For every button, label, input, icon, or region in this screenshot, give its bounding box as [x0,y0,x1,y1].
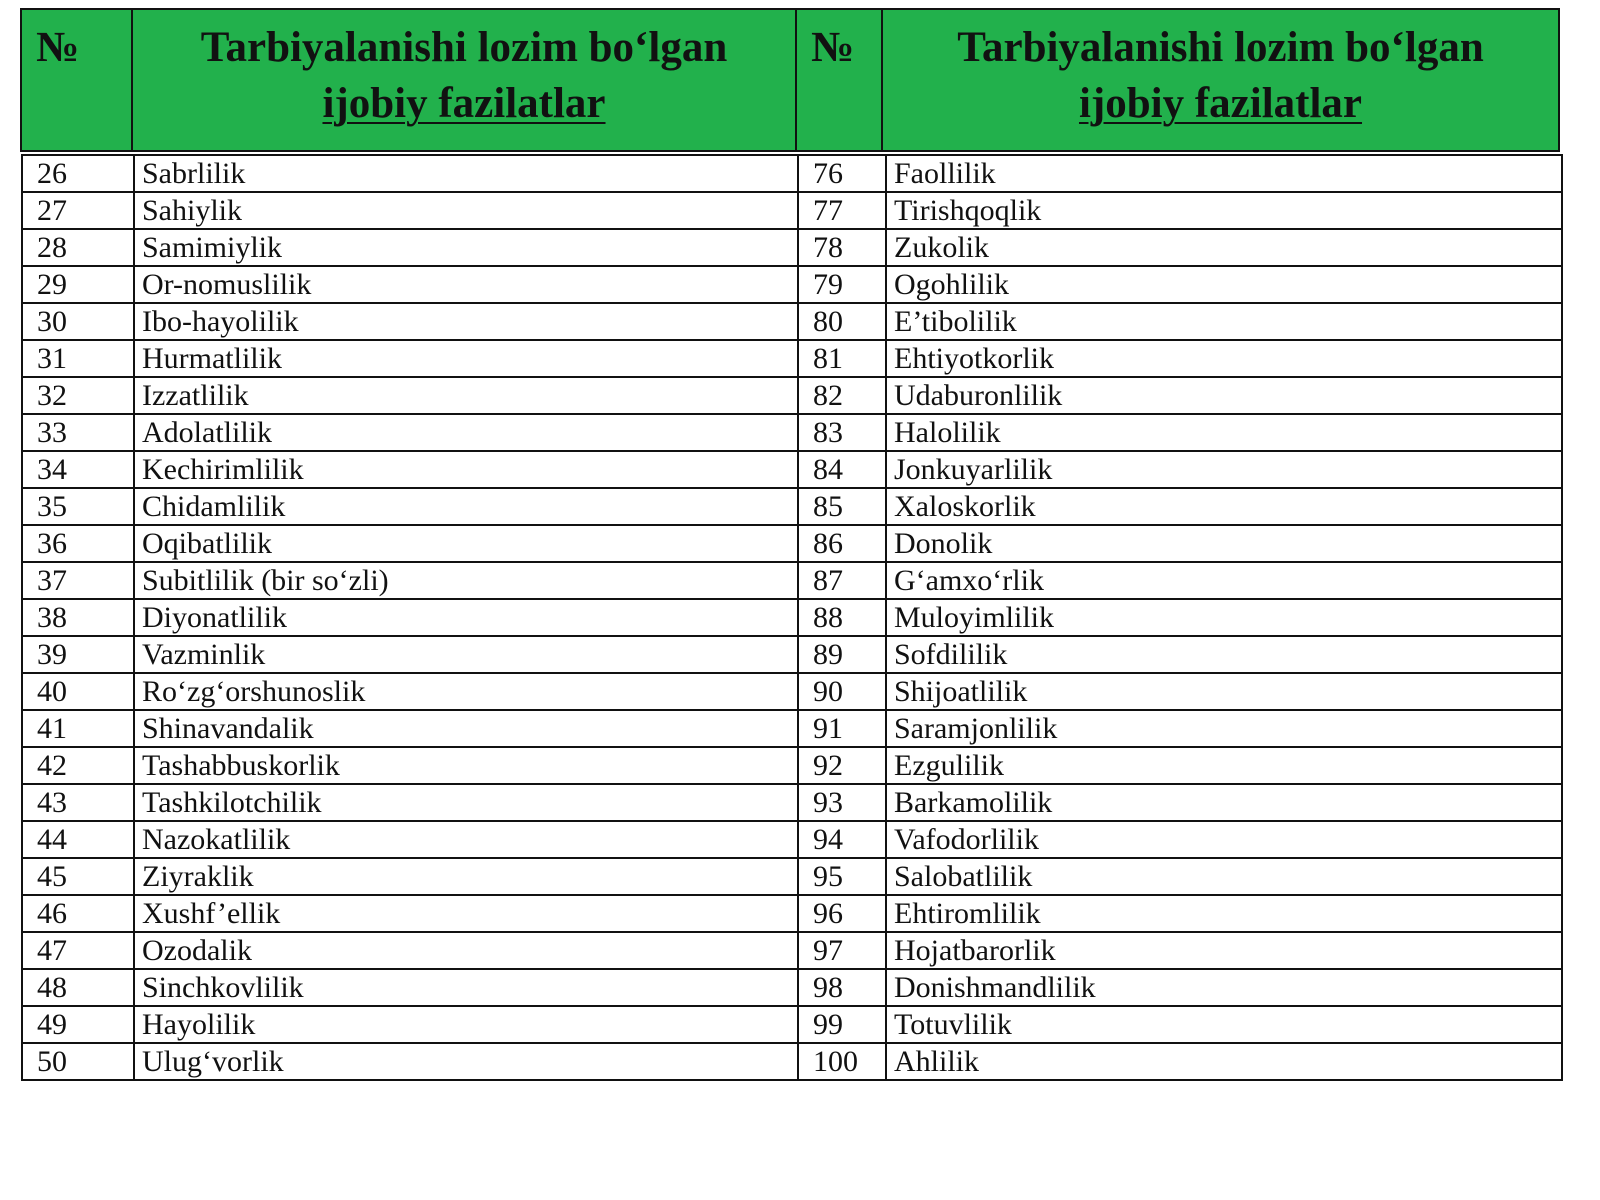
table-row [22,525,1562,562]
header-title-right-line2: ijobiy fazilatlar [1078,80,1363,127]
row-number-right: 77 [798,192,886,229]
row-number-right: 81 [798,340,886,377]
row-number-left: 50 [22,1043,134,1080]
table-header [20,8,1560,152]
qualities-table-body [22,155,1562,1080]
quality-name-left: Ziyraklik [134,858,798,895]
row-number-right: 87 [798,562,886,599]
table-row [22,451,1562,488]
table-row [22,821,1562,858]
row-number-left: 27 [22,192,134,229]
header-title-right [882,9,1559,151]
row-number-right: 99 [798,1006,886,1043]
quality-name-right: Totuvlilik [886,1006,1562,1043]
table-row [22,636,1562,673]
row-number-left: 44 [22,821,134,858]
row-number-left: 28 [22,229,134,266]
row-number-right: 82 [798,377,886,414]
row-number-left: 40 [22,673,134,710]
quality-name-right: Xaloskorlik [886,488,1562,525]
quality-name-right: Muloyimlilik [886,599,1562,636]
quality-name-left: Adolatlilik [134,414,798,451]
table-row [22,155,1562,192]
quality-name-right: Donishmandlilik [886,969,1562,1006]
row-number-right: 88 [798,599,886,636]
header-title-left-line1: Tarbiyalanishi lozim bo‘lgan [200,24,728,71]
quality-name-left: Shinavandalik [134,710,798,747]
row-number-right: 100 [798,1043,886,1080]
quality-name-right: Barkamolilik [886,784,1562,821]
row-number-left: 26 [22,155,134,192]
row-number-right: 89 [798,636,886,673]
quality-name-left: Tashabbuskorlik [134,747,798,784]
qualities-table [21,154,1563,1081]
table-row [22,747,1562,784]
row-number-right: 98 [798,969,886,1006]
row-number-right: 93 [798,784,886,821]
quality-name-left: Vazminlik [134,636,798,673]
row-number-right: 95 [798,858,886,895]
quality-name-left: Oqibatlilik [134,525,798,562]
quality-name-right: Donolik [886,525,1562,562]
row-number-right: 91 [798,710,886,747]
quality-name-left: Sahiylik [134,192,798,229]
quality-name-right: Ahlilik [886,1043,1562,1080]
row-number-left: 45 [22,858,134,895]
quality-name-right: Halolilik [886,414,1562,451]
quality-name-left: Kechirimlilik [134,451,798,488]
row-number-right: 94 [798,821,886,858]
quality-name-right: Udaburonlilik [886,377,1562,414]
row-number-right: 97 [798,932,886,969]
quality-name-right: Ezgulilik [886,747,1562,784]
row-number-right: 96 [798,895,886,932]
row-number-left: 49 [22,1006,134,1043]
table-row [22,303,1562,340]
row-number-left: 37 [22,562,134,599]
table-row [22,192,1562,229]
row-number-right: 76 [798,155,886,192]
quality-name-right: Jonkuyarlilik [886,451,1562,488]
row-number-left: 31 [22,340,134,377]
row-number-right: 85 [798,488,886,525]
header-title-right-line1: Tarbiyalanishi lozim bo‘lgan [957,24,1484,71]
table-row [22,340,1562,377]
quality-name-left: Ulug‘vorlik [134,1043,798,1080]
table-row [22,932,1562,969]
quality-name-left: Or-nomuslilik [134,266,798,303]
quality-name-left: Hurmatlilik [134,340,798,377]
row-number-left: 43 [22,784,134,821]
row-number-right: 78 [798,229,886,266]
quality-name-left: Sinchkovlilik [134,969,798,1006]
row-number-left: 48 [22,969,134,1006]
quality-name-right: Hojatbarorlik [886,932,1562,969]
row-number-right: 86 [798,525,886,562]
row-number-left: 36 [22,525,134,562]
table-row [22,377,1562,414]
row-number-right: 79 [798,266,886,303]
row-number-left: 32 [22,377,134,414]
row-number-right: 80 [798,303,886,340]
table-row [22,895,1562,932]
row-number-right: 84 [798,451,886,488]
quality-name-right: Vafodorlilik [886,821,1562,858]
quality-name-right: Zukolik [886,229,1562,266]
quality-name-right: Ogohlilik [886,266,1562,303]
row-number-left: 41 [22,710,134,747]
table-row [22,673,1562,710]
table-row [22,1006,1562,1043]
table-row [22,858,1562,895]
header-title-left [132,9,796,151]
quality-name-left: Ozodalik [134,932,798,969]
quality-name-left: Sabrlilik [134,155,798,192]
quality-name-left: Nazokatlilik [134,821,798,858]
quality-name-left: Samimiylik [134,229,798,266]
quality-name-right: Tirishqoqlik [886,192,1562,229]
quality-name-left: Tashkilotchilik [134,784,798,821]
row-number-left: 33 [22,414,134,451]
table-row [22,599,1562,636]
quality-name-left: Ro‘zg‘orshunoslik [134,673,798,710]
quality-name-left: Chidamlilik [134,488,798,525]
header-title-left-line2: ijobiy fazilatlar [322,80,606,127]
table-row [22,969,1562,1006]
row-number-right: 83 [798,414,886,451]
quality-name-right: E’tibolilik [886,303,1562,340]
quality-name-right: Saramjonlilik [886,710,1562,747]
quality-name-right: Sofdililik [886,636,1562,673]
quality-name-right: G‘amxo‘rlik [886,562,1562,599]
table-row [22,229,1562,266]
quality-name-right: Faollilik [886,155,1562,192]
row-number-left: 42 [22,747,134,784]
quality-name-right: Ehtiromlilik [886,895,1562,932]
table-row [22,710,1562,747]
quality-name-left: Diyonatlilik [134,599,798,636]
table-row [22,562,1562,599]
header-number-left: № [21,9,132,151]
row-number-right: 90 [798,673,886,710]
row-number-left: 46 [22,895,134,932]
table-row [22,488,1562,525]
quality-name-left: Ibo-hayolilik [134,303,798,340]
quality-name-left: Xushf’ellik [134,895,798,932]
quality-name-left: Izzatlilik [134,377,798,414]
quality-name-right: Shijoatlilik [886,673,1562,710]
table-row [22,414,1562,451]
row-number-right: 92 [798,747,886,784]
table-row [22,1043,1562,1080]
row-number-left: 39 [22,636,134,673]
quality-name-left: Hayolilik [134,1006,798,1043]
row-number-left: 34 [22,451,134,488]
table-row [22,784,1562,821]
row-number-left: 29 [22,266,134,303]
row-number-left: 38 [22,599,134,636]
quality-name-left: Subitlilik (bir so‘zli) [134,562,798,599]
row-number-left: 30 [22,303,134,340]
quality-name-right: Ehtiyotkorlik [886,340,1562,377]
table-row [22,266,1562,303]
header-number-right: № [796,9,882,151]
quality-name-right: Salobatlilik [886,858,1562,895]
row-number-left: 47 [22,932,134,969]
row-number-left: 35 [22,488,134,525]
